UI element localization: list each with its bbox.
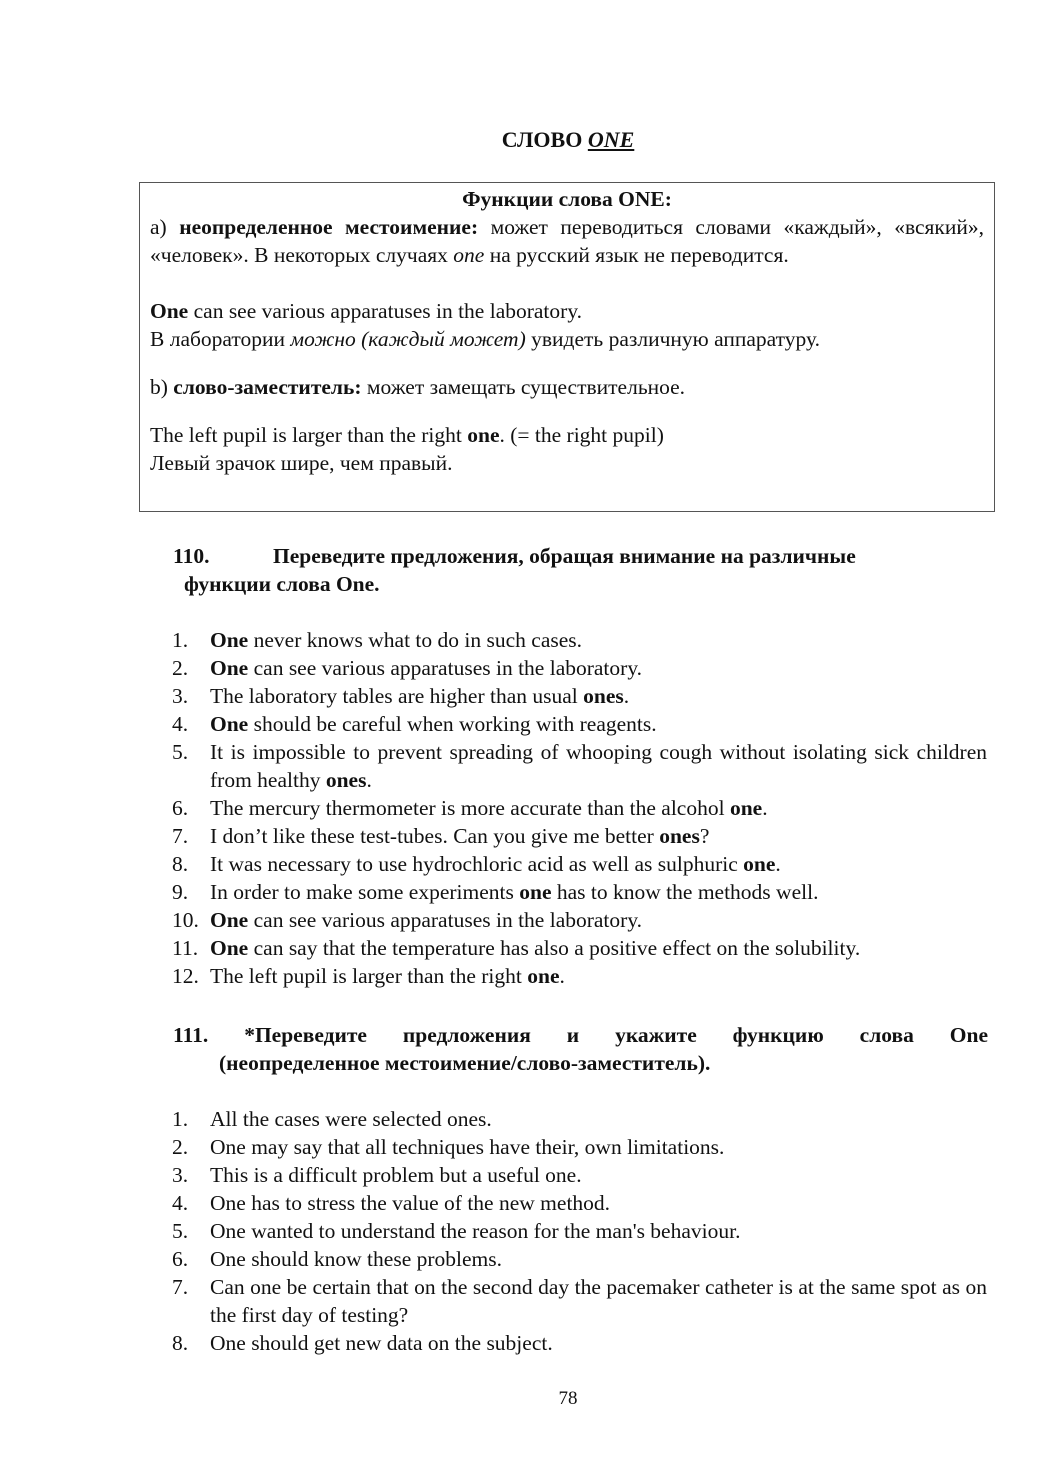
exercise-110-list — [172, 626, 987, 990]
item-number: 10. — [172, 908, 199, 932]
item-text-post: can see various apparatuses in the laboratory. — [248, 656, 643, 680]
exercise-110-number: 110. — [173, 544, 210, 568]
item-text: One wanted to understand the reason for the man's behaviour. — [210, 1219, 741, 1243]
list-item — [172, 654, 987, 682]
item-number: 9. — [172, 880, 189, 904]
item-text-pre: It was necessary to use hydrochloric acid as well as sulphuric — [210, 852, 744, 876]
example2-end: . (= the right pupil) — [499, 423, 664, 447]
exercise-110-heading — [173, 542, 988, 598]
exercise-111-line2: (неопределенное местоимение/слово-заместитель). — [219, 1051, 711, 1075]
item-number: 5. — [172, 740, 189, 764]
item-text-post: can say that the temperature has also a positive effect on the solubility. — [248, 936, 861, 960]
list-item — [172, 850, 987, 878]
list-item — [172, 1105, 987, 1133]
item-keyword: one — [527, 964, 560, 988]
example2-sentence — [150, 421, 984, 449]
example1-tr-italic: можно (каждый может) — [290, 327, 526, 351]
item-number: 6. — [172, 796, 189, 820]
item-text-pre: I don’t like these test-tubes. Can you give me better — [210, 824, 660, 848]
item-text: This is a difficult problem but a useful one. — [210, 1163, 582, 1187]
rule-a — [150, 213, 984, 269]
rule-a-text1: может переводиться словами «каждый», «всякий», «человек». В некоторых случаях — [150, 215, 985, 267]
item-text-pre: The mercury thermometer is more accurate than the alcohol — [210, 796, 730, 820]
rule-a-term: неопределенное местоимение: — [179, 215, 479, 239]
list-item — [172, 822, 987, 850]
item-text: All the cases were selected ones. — [210, 1107, 492, 1131]
rule-b — [150, 373, 984, 401]
list-item — [172, 878, 987, 906]
exercise-111-list — [172, 1105, 987, 1357]
exercise-110-line2: функции слова One. — [184, 572, 380, 596]
item-text-post: . — [559, 964, 565, 988]
item-keyword: ones — [583, 684, 624, 708]
item-number: 2. — [172, 656, 189, 680]
title-word: ONE — [587, 127, 635, 152]
item-keyword: one — [743, 852, 776, 876]
item-text-pre: The laboratory tables are higher than usual — [210, 684, 584, 708]
item-text-post: . — [366, 768, 372, 792]
list-item — [172, 710, 987, 738]
item-keyword: one — [729, 796, 763, 820]
rule-b-marker: b) — [150, 375, 174, 399]
item-text: One should know these problems. — [210, 1247, 503, 1271]
rule-b-term: слово-заместитель: — [173, 375, 362, 399]
item-text-post: never knows what to do in such cases. — [248, 628, 583, 652]
list-item — [172, 738, 987, 794]
example1-tr-end: увидеть различную аппаратуру. — [525, 327, 820, 351]
exercise-111-number: 111. — [173, 1023, 209, 1047]
example2-bold: one — [467, 423, 500, 447]
list-item — [172, 1329, 987, 1357]
item-number: 1. — [172, 628, 189, 652]
list-item — [172, 906, 987, 934]
list-item — [172, 794, 987, 822]
exercise-111-line1-row — [173, 1021, 988, 1049]
page-number: 78 — [558, 1388, 578, 1409]
rule-a-word: one — [453, 243, 485, 267]
item-text-post: can see various apparatuses in the laboratory. — [248, 908, 643, 932]
exercise-111-heading — [173, 1021, 988, 1077]
list-item — [172, 1217, 987, 1245]
rule-box — [139, 182, 995, 512]
item-text: One should get new data on the subject. — [210, 1331, 553, 1355]
item-text-post: has to know the methods well. — [551, 880, 819, 904]
item-keyword: One — [210, 628, 249, 652]
item-text-pre: It is impossible to prevent spreading of whooping cough without isolating sick children from healthy — [210, 740, 987, 792]
item-number: 11. — [172, 936, 199, 960]
list-item — [172, 682, 987, 710]
example1-rest: can see various apparatuses in the laboratory. — [188, 299, 583, 323]
item-text: One may say that all techniques have their, own limitations. — [210, 1135, 725, 1159]
item-number: 1. — [172, 1107, 189, 1131]
item-keyword: One — [210, 656, 249, 680]
item-text-pre: In order to make some experiments — [210, 880, 520, 904]
item-number: 2. — [172, 1135, 189, 1159]
item-text-post: . — [762, 796, 768, 820]
item-text-post: . — [775, 852, 781, 876]
example1-sentence — [150, 297, 984, 325]
item-text-pre: The left pupil is larger than the right — [210, 964, 528, 988]
item-number: 4. — [172, 712, 189, 736]
rule-box-heading: Функции слова ONE: — [462, 187, 672, 211]
list-item — [172, 1189, 987, 1217]
item-keyword: One — [210, 936, 249, 960]
example2-translation: Левый зрачок шире, чем правый. — [150, 451, 453, 475]
item-number: 5. — [172, 1219, 189, 1243]
item-number: 8. — [172, 852, 189, 876]
item-keyword: ones — [325, 768, 367, 792]
item-keyword: One — [210, 712, 249, 736]
item-number: 7. — [172, 1275, 189, 1299]
item-number: 4. — [172, 1191, 189, 1215]
list-item — [172, 1161, 987, 1189]
section-title — [0, 126, 1039, 154]
item-number: 3. — [172, 684, 189, 708]
item-text: One has to stress the value of the new method. — [210, 1191, 611, 1215]
item-number: 8. — [172, 1331, 189, 1355]
rule-b-text: может замещать существительное. — [361, 375, 686, 399]
item-number: 3. — [172, 1163, 189, 1187]
rule-a-marker: a) — [150, 215, 180, 239]
example1-translation — [150, 325, 984, 353]
item-keyword: one — [519, 880, 552, 904]
item-text-post: should be careful when working with reagents. — [248, 712, 657, 736]
list-item — [172, 1133, 987, 1161]
list-item — [172, 962, 987, 990]
item-number: 7. — [172, 824, 189, 848]
list-item — [172, 1273, 987, 1329]
item-text: Can one be certain that on the second day the pacemaker catheter is at the same spot as on the first day of testing? — [210, 1275, 987, 1327]
exercise-110-line1: Переведите предложения, обращая внимание на различные — [273, 544, 856, 568]
rule-a-text2: на русский язык не переводится. — [484, 243, 789, 267]
title-prefix: СЛОВО — [501, 127, 588, 152]
item-number: 12. — [172, 964, 199, 988]
example2-start: The left pupil is larger than the right — [150, 423, 468, 447]
list-item — [172, 934, 987, 962]
exercise-111-line1: *Переведите предложения и укажите функцию слова One — [244, 1023, 988, 1047]
example1-tr-start: В лаборатории — [150, 327, 291, 351]
list-item — [172, 626, 987, 654]
item-text-post: . — [623, 684, 630, 708]
list-item — [172, 1245, 987, 1273]
example1-bold: One — [150, 299, 189, 323]
item-number: 6. — [172, 1247, 189, 1271]
item-text-post: ? — [699, 824, 710, 848]
item-keyword: ones — [659, 824, 700, 848]
item-keyword: One — [210, 908, 249, 932]
